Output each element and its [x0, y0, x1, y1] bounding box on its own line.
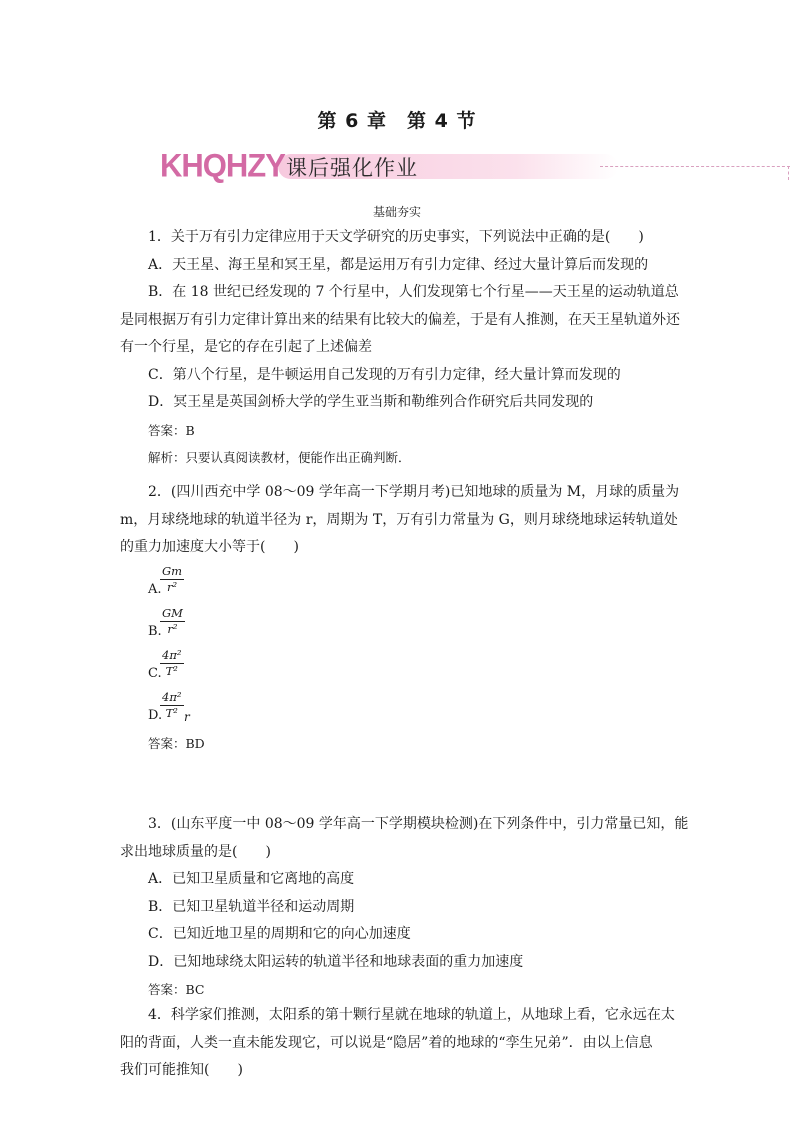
- denominator: T²: [165, 705, 178, 720]
- option-b: B．在 18 世纪已经发现的 7 个行星中，人们发现第七个行星——天王星的运动轨道总: [148, 284, 679, 300]
- answer: 答案：BD: [148, 735, 205, 751]
- question-stem: 1．关于万有引力定律应用于天文学研究的历史事实，下列说法中正确的是( ): [148, 229, 644, 245]
- option-c: [120, 646, 680, 688]
- section-title: 基础夯实: [372, 205, 421, 219]
- fraction: [160, 606, 185, 637]
- question-1: [120, 224, 680, 472]
- option-b-cont: 有一个行星，是它的存在引起了上述偏差: [120, 339, 372, 355]
- fraction-tail: r: [184, 709, 190, 724]
- option-d: D．冥王星是英国剑桥大学的学生亚当斯和勒维列合作研究后共同发现的: [148, 394, 594, 410]
- question-4: [120, 1002, 680, 1085]
- option-d: D．已知地球绕太阳运转的轨道半径和地球表面的重力加速度: [148, 953, 524, 970]
- answer: 答案：BC: [148, 982, 205, 997]
- denominator: r²: [166, 579, 178, 594]
- banner-text: 课后强化作业: [286, 156, 418, 180]
- question-stem: 4．科学家们推测，太阳系的第十颗行星就在地球的轨道上，从地球上看，它永远在太: [148, 1007, 675, 1023]
- banner-logo: KHQHZY: [160, 147, 285, 184]
- option-b: B．已知卫星轨道半径和运动周期: [148, 898, 355, 915]
- option-a: [120, 562, 680, 604]
- option-label: D.: [148, 707, 163, 723]
- chapter-title: 第 6 章 第 4 节: [317, 110, 477, 132]
- analysis: 解析：只要认真阅读教材，便能作出正确判断．: [148, 450, 411, 465]
- numerator: 4π²: [162, 647, 182, 662]
- option-b: [120, 604, 680, 646]
- option-label: A.: [148, 581, 162, 597]
- answer: 答案：B: [148, 422, 195, 438]
- numerator: 4π²: [162, 689, 182, 704]
- numerator: Gm: [162, 563, 183, 578]
- denominator: T²: [165, 663, 178, 678]
- question-stem-cont: 求出地球质量的是( ): [120, 843, 271, 860]
- fraction: [160, 648, 184, 679]
- homework-banner: [160, 148, 640, 188]
- option-d: [120, 688, 680, 730]
- option-c: C．已知近地卫星的周期和它的向心加速度: [148, 926, 411, 942]
- fraction: [160, 690, 184, 721]
- option-a: A．天王星、海王星和冥王星，都是运用万有引力定律、经过大量计算后而发现的: [148, 256, 649, 273]
- question-stem-cont: 的重力加速度大小等于( ): [120, 539, 299, 555]
- question-stem: 3．(山东平度一中 08～09 学年高一下学期模块检测)在下列条件中，引力常量已知，能: [148, 816, 689, 832]
- banner-dashed-tick: [788, 166, 789, 180]
- option-c: C．第八个行星，是牛顿运用自己发现的万有引力定律，经大量计算而发现的: [148, 366, 621, 383]
- question-stem-cont: 我们可能推知( ): [120, 1062, 243, 1078]
- banner-dashed-line: [600, 166, 790, 167]
- option-label: B.: [148, 623, 162, 639]
- option-a: A．已知卫星质量和它离地的高度: [148, 871, 355, 887]
- question-stem-cont: m，月球绕地球的轨道半径为 r，周期为 T，万有引力常量为 G，则月球绕地球运转轨道处: [120, 511, 678, 528]
- question-2: [120, 479, 680, 757]
- fraction: [160, 564, 184, 595]
- option-b-cont: 是同根据万有引力定律计算出来的结果有比较大的偏差，于是有人推测，在天王星轨道外还: [120, 311, 680, 328]
- question-stem-cont: 阳的背面，人类一直未能发现它，可以说是“隐居”着的地球的“孪生兄弟”．由以上信息: [120, 1034, 653, 1051]
- question-stem: 2．(四川西充中学 08～09 学年高一下学期月考)已知地球的质量为 M，月球的质量为: [148, 484, 680, 500]
- question-3: [120, 811, 689, 1004]
- option-label: C.: [148, 665, 162, 681]
- denominator: r²: [167, 621, 178, 636]
- numerator: GM: [162, 605, 183, 620]
